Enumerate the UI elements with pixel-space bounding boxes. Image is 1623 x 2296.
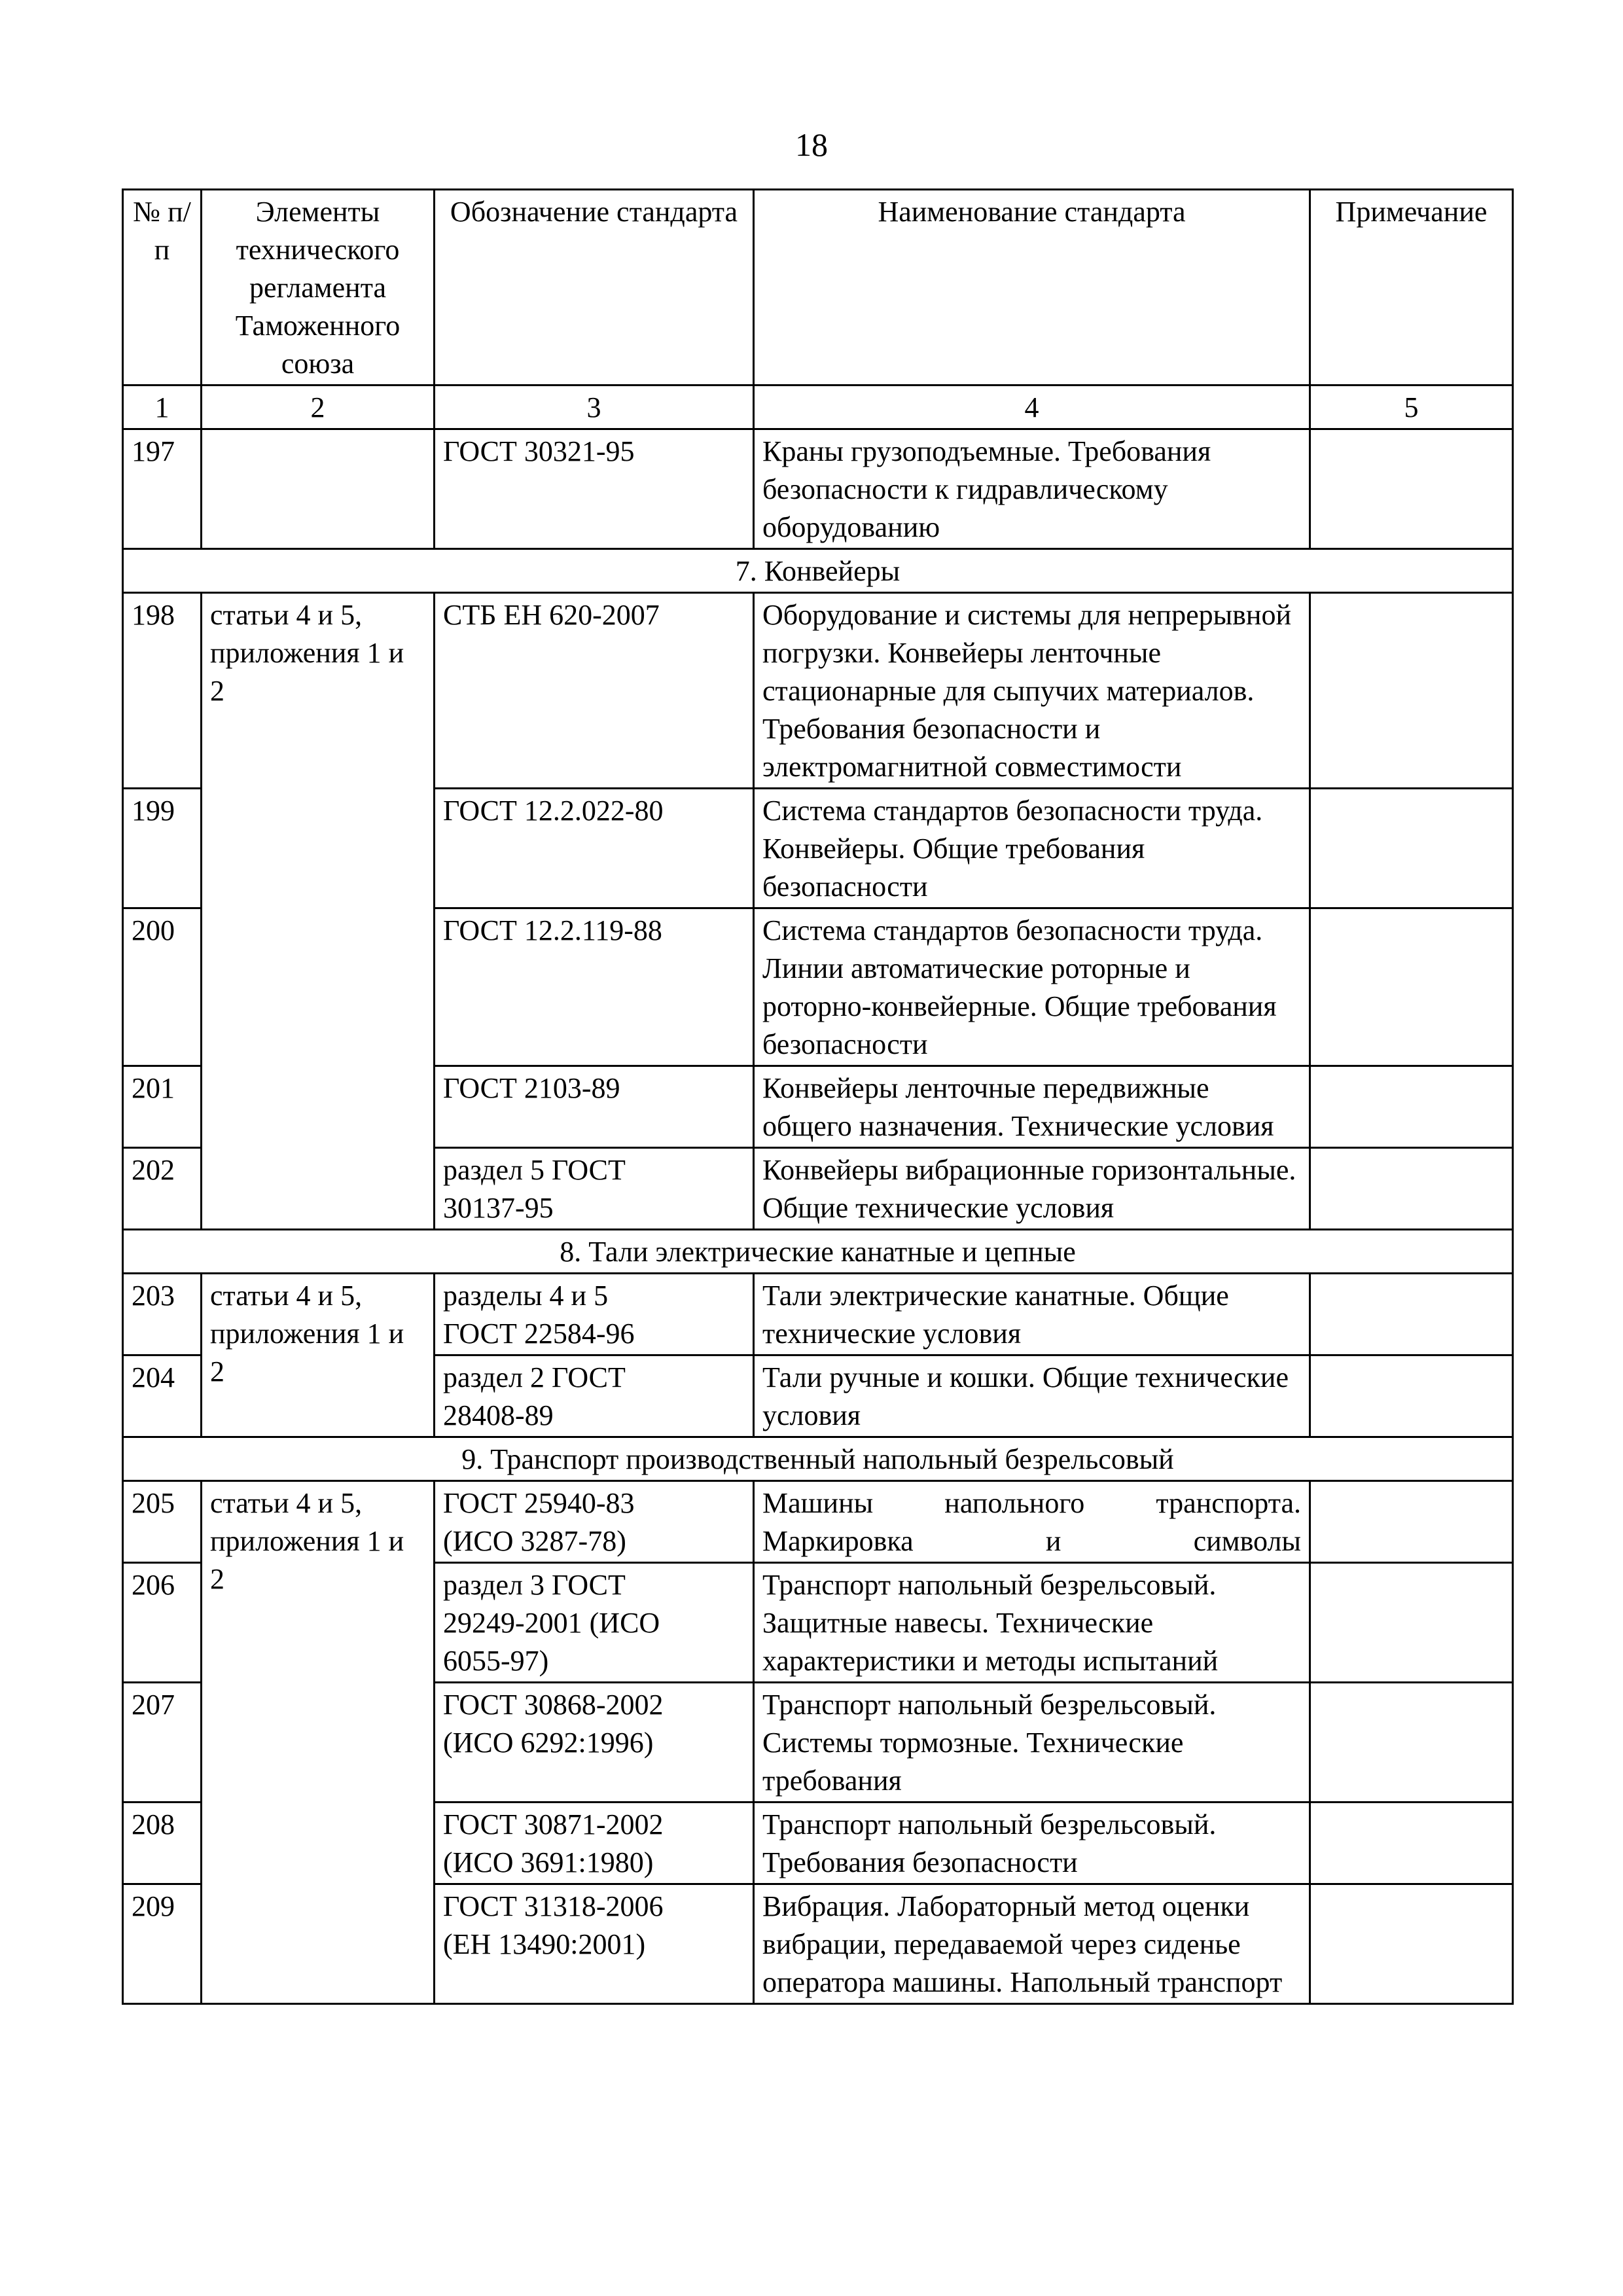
- row-standard-name: Конвейеры вибрационные горизонтальные. Общие технические условия: [754, 1148, 1310, 1230]
- row-note: [1310, 429, 1513, 549]
- row-number: 205: [123, 1481, 202, 1563]
- row-note: [1310, 1148, 1513, 1230]
- row-standard-name: Краны грузоподъемные. Требования безопасности к гидравлическому оборудованию: [754, 429, 1310, 549]
- header-designation: Обозначение стандарта: [435, 190, 754, 386]
- section-title: 9. Транспорт производственный напольный безрельсовый: [123, 1437, 1513, 1481]
- section-row: [123, 1230, 1513, 1274]
- table-row: [123, 1274, 1513, 1355]
- row-standard-name: Оборудование и системы для непрерывной погрузки. Конвейеры ленточные стационарные для сыпучих материалов. Требования безопасности и электромагнитной совместимости: [754, 593, 1310, 789]
- row-designation: ГОСТ 12.2.119-88: [435, 908, 754, 1066]
- column-number-row: [123, 386, 1513, 429]
- row-designation: раздел 2 ГОСТ 28408-89: [435, 1355, 754, 1437]
- row-designation: ГОСТ 30321-95: [435, 429, 754, 549]
- table-row: [123, 1481, 1513, 1563]
- row-note: [1310, 1683, 1513, 1803]
- row-number: 207: [123, 1683, 202, 1803]
- row-elements: статьи 4 и 5, приложения 1 и 2: [202, 1481, 435, 2004]
- row-standard-name: Машины напольного транспорта. Маркировка и символы: [754, 1481, 1310, 1563]
- row-standard-name: Система стандартов безопасности труда. Линии автоматические роторные и роторно-конвейерные. Общие требования безопасности: [754, 908, 1310, 1066]
- row-standard-name: Транспорт напольный безрельсовый. Требования безопасности: [754, 1803, 1310, 1884]
- row-standard-name: Система стандартов безопасности труда. Конвейеры. Общие требования безопасности: [754, 789, 1310, 908]
- header-row: [123, 190, 1513, 386]
- row-number: 204: [123, 1355, 202, 1437]
- row-note: [1310, 1481, 1513, 1563]
- row-designation: ГОСТ 25940-83 (ИСО 3287-78): [435, 1481, 754, 1563]
- row-standard-name: Тали ручные и кошки. Общие технические условия: [754, 1355, 1310, 1437]
- row-note: [1310, 908, 1513, 1066]
- row-note: [1310, 789, 1513, 908]
- table-row: [123, 593, 1513, 789]
- row-designation: ГОСТ 30871-2002 (ИСО 3691:1980): [435, 1803, 754, 1884]
- header-elements: Элементы технического регламента Таможенного союза: [202, 190, 435, 386]
- row-number: 197: [123, 429, 202, 549]
- row-designation: раздел 5 ГОСТ 30137-95: [435, 1148, 754, 1230]
- row-note: [1310, 1803, 1513, 1884]
- row-number: 198: [123, 593, 202, 789]
- column-number: 3: [435, 386, 754, 429]
- row-elements: статьи 4 и 5, приложения 1 и 2: [202, 1274, 435, 1437]
- section-row: [123, 1437, 1513, 1481]
- row-standard-name: Транспорт напольный безрельсовый. Системы тормозные. Технические требования: [754, 1683, 1310, 1803]
- row-note: [1310, 1066, 1513, 1148]
- row-number: 203: [123, 1274, 202, 1355]
- row-standard-name: Вибрация. Лабораторный метод оценки вибрации, передаваемой через сиденье оператора машины. Напольный транспорт: [754, 1884, 1310, 2004]
- header-note: Примечание: [1310, 190, 1513, 386]
- standards-table: [122, 188, 1514, 2005]
- row-designation: ГОСТ 31318-2006 (ЕН 13490:2001): [435, 1884, 754, 2004]
- section-title: 8. Тали электрические канатные и цепные: [123, 1230, 1513, 1274]
- row-standard-name: Транспорт напольный безрельсовый. Защитные навесы. Технические характеристики и методы испытаний: [754, 1563, 1310, 1683]
- row-designation: разделы 4 и 5 ГОСТ 22584-96: [435, 1274, 754, 1355]
- row-number: 201: [123, 1066, 202, 1148]
- header-number: № п/п: [123, 190, 202, 386]
- header-name: Наименование стандарта: [754, 190, 1310, 386]
- row-note: [1310, 1884, 1513, 2004]
- row-elements: [202, 429, 435, 549]
- row-note: [1310, 593, 1513, 789]
- row-number: 208: [123, 1803, 202, 1884]
- table-row: [123, 429, 1513, 549]
- row-designation: СТБ ЕН 620-2007: [435, 593, 754, 789]
- row-designation: раздел 3 ГОСТ 29249-2001 (ИСО 6055-97): [435, 1563, 754, 1683]
- row-note: [1310, 1274, 1513, 1355]
- column-number: 4: [754, 386, 1310, 429]
- row-standard-name: Конвейеры ленточные передвижные общего назначения. Технические условия: [754, 1066, 1310, 1148]
- row-elements: статьи 4 и 5, приложения 1 и 2: [202, 593, 435, 1230]
- page-number: 18: [795, 126, 828, 163]
- section-row: [123, 549, 1513, 593]
- row-designation: ГОСТ 30868-2002 (ИСО 6292:1996): [435, 1683, 754, 1803]
- row-standard-name: Тали электрические канатные. Общие технические условия: [754, 1274, 1310, 1355]
- row-number: 200: [123, 908, 202, 1066]
- section-title: 7. Конвейеры: [123, 549, 1513, 593]
- row-note: [1310, 1355, 1513, 1437]
- row-designation: ГОСТ 2103-89: [435, 1066, 754, 1148]
- row-number: 206: [123, 1563, 202, 1683]
- column-number: 1: [123, 386, 202, 429]
- row-number: 209: [123, 1884, 202, 2004]
- row-number: 199: [123, 789, 202, 908]
- row-note: [1310, 1563, 1513, 1683]
- column-number: 2: [202, 386, 435, 429]
- row-number: 202: [123, 1148, 202, 1230]
- column-number: 5: [1310, 386, 1513, 429]
- row-designation: ГОСТ 12.2.022-80: [435, 789, 754, 908]
